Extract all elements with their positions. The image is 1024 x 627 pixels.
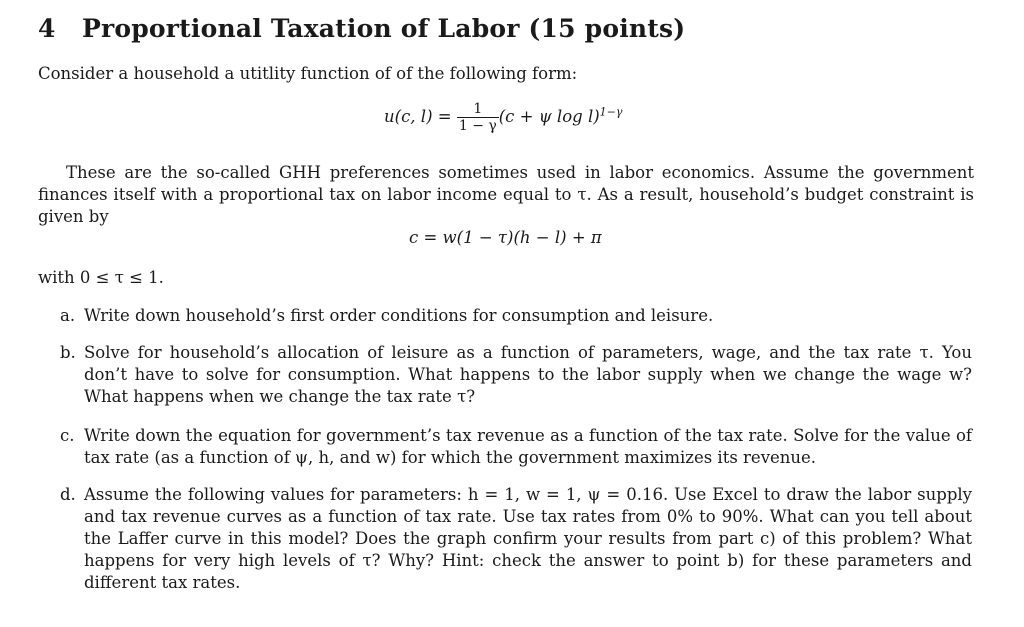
section-heading: [38, 14, 685, 43]
question-a: [60, 305, 972, 327]
fraction-denominator: 1 − γ: [458, 118, 497, 134]
question-label: b.: [60, 343, 76, 362]
question-label: d.: [60, 485, 76, 504]
question-text: Write down the equation for government’s tax revenue as a function of the tax rate. Solve for the value of tax rate (as a function of ψ, h, and w) for which the government maximizes its revenue.: [84, 426, 972, 467]
intro-text: Consider a household a utitlity function of of the following form:: [38, 64, 578, 83]
utility-lhs: u(c, l) =: [384, 107, 452, 126]
budget-equation: c = w(1 − τ)(h − l) + π: [409, 228, 602, 247]
question-c: [60, 425, 972, 469]
utility-exponent: 1−γ: [599, 105, 623, 119]
fraction-numerator: 1: [457, 101, 499, 118]
utility-rhs: (c + ψ log l): [498, 107, 600, 126]
section-title: Proportional Taxation of Labor (15 points): [82, 14, 686, 43]
ghh-paragraph-text: These are the so-called GHH preferences sometimes used in labor economics. Assume the government finances itself with a proportional tax on labor income equal to τ. As a result, household’s budget constraint is given by: [38, 163, 974, 226]
section-number: 4: [38, 14, 56, 43]
question-text: Write down household’s first order conditions for consumption and leisure.: [84, 306, 714, 325]
question-label: c.: [60, 426, 75, 445]
utility-fraction: [457, 101, 499, 134]
question-label: a.: [60, 306, 76, 325]
question-text: Assume the following values for parameters: h = 1, w = 1, ψ = 0.16. Use Excel to draw the labor supply and tax revenue curves as a function of tax rate. Use tax rates from 0% to 90%. What can you tell about the Laffer curve in this model? Does the graph confirm your results from part c) of this problem? What happens for very high levels of τ? Why? Hint: check the answer to point b) for these parameters and different tax rates.: [84, 485, 972, 592]
ghh-paragraph: [38, 162, 974, 228]
question-b: [60, 342, 972, 408]
question-text: Solve for household’s allocation of leisure as a function of parameters, wage, and the tax rate τ. You don’t have to solve for consumption. What happens to the labor supply when we change the wage w? What happens when we change the tax rate τ?: [84, 343, 972, 406]
question-d: [60, 484, 972, 594]
tax-constraint: with 0 ≤ τ ≤ 1.: [38, 268, 164, 287]
utility-equation: [384, 101, 622, 134]
